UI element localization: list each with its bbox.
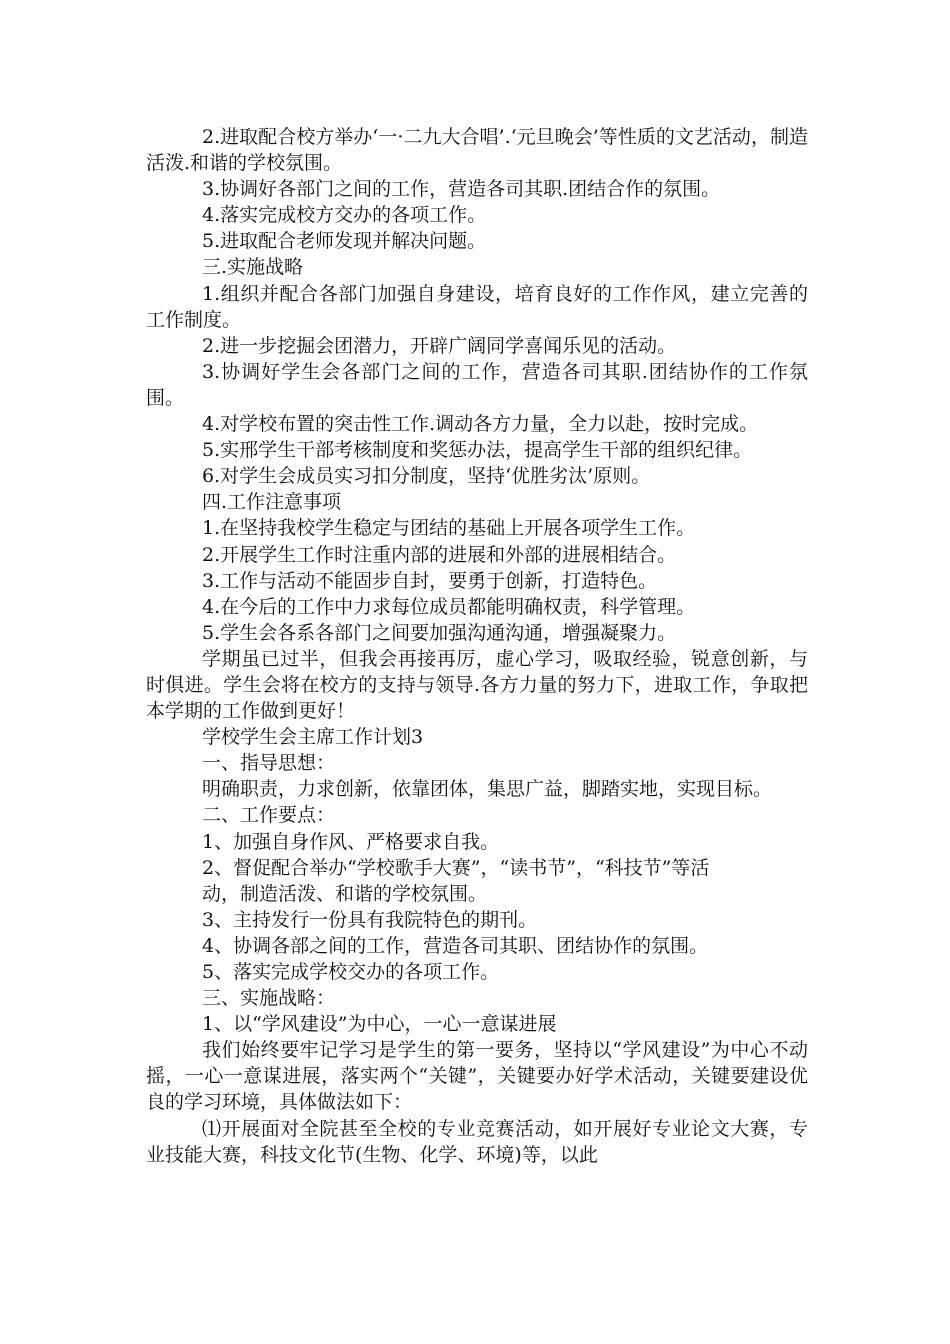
section-heading: 三.实施战略 bbox=[202, 256, 304, 279]
paragraph: 3.协调好各部门之间的工作，营造各司其职.团结合作的氛围。 bbox=[202, 178, 721, 201]
paragraph: 动，制造活泼、和谐的学校氛围。 bbox=[202, 882, 488, 905]
section-heading: 四.工作注意事项 bbox=[202, 491, 342, 514]
paragraph: 我们始终要牢记学习是学生的第一要务，坚持以“学风建设”为中心不动摇，一心一意谋进展，落实两个“关键”，关键要办好学术活动，关键要建设优良的学习环境，具体做法如下： bbox=[146, 1039, 808, 1114]
paragraph: 4.对学校布置的突击性工作.调动各方力量，全力以赴，按时完成。 bbox=[202, 413, 759, 436]
paragraph: 3、主持发行一份具有我院特色的期刊。 bbox=[202, 908, 538, 931]
paragraph: ⑴开展面对全院甚至全校的专业竞赛活动，如开展好专业论文大赛，专业技能大赛，科技文化节(生物、化学、环境)等，以此 bbox=[146, 1117, 808, 1166]
paragraph: 2.进一步挖掘会团潜力，开辟广阔同学喜闻乐见的活动。 bbox=[202, 334, 677, 357]
paragraph: 1.组织并配合各部门加强自身建设，培育良好的工作作风，建立完善的工作制度。 bbox=[146, 282, 808, 331]
section-heading: 二、工作要点： bbox=[202, 804, 336, 827]
paragraph: 6.对学生会成员实习扣分制度，坚持‘优胜劣汰’原则。 bbox=[202, 465, 651, 488]
document-title: 学校学生会主席工作计划3 bbox=[202, 726, 424, 749]
paragraph: 1、加强自身作风、严格要求自我。 bbox=[202, 830, 500, 853]
paragraph: 3.工作与活动不能固步自封，要勇于创新，打造特色。 bbox=[202, 569, 658, 592]
section-heading: 一、指导思想： bbox=[202, 752, 336, 775]
document-body bbox=[146, 124, 808, 1168]
paragraph: 1.在坚持我校学生稳定与团结的基础上开展各项学生工作。 bbox=[202, 517, 696, 540]
paragraph: 学期虽已过半，但我会再接再厉，虚心学习，吸取经验，锐意创新，与时俱进。学生会将在校方的支持与领导.各方力量的努力下，进取工作，争取把本学期的工作做到更好！ bbox=[146, 647, 808, 723]
paragraph: 5.进取配合老师发现并解决问题。 bbox=[202, 230, 487, 253]
paragraph: 4.落实完成校方交办的各项工作。 bbox=[202, 204, 487, 227]
section-heading: 三、实施战略： bbox=[202, 987, 336, 1010]
paragraph: 2.开展学生工作时注重内部的进展和外部的进展相结合。 bbox=[202, 543, 677, 566]
paragraph: 2、督促配合举办“学校歌手大赛”，“读书节”，“科技节”等活 bbox=[202, 856, 710, 879]
paragraph: 4、协调各部之间的工作，营造各司其职、团结协作的氛围。 bbox=[202, 934, 709, 957]
paragraph: 2.进取配合校方举办‘一·二九大合唱’.‘元旦晚会’等性质的文艺活动，制造活泼.和谐的学校氛围。 bbox=[146, 126, 808, 175]
paragraph: 5.学生会各系各部门之间要加强沟通沟通，增强凝聚力。 bbox=[202, 621, 677, 644]
paragraph: 3.协调好学生会各部门之间的工作，营造各司其职.团结协作的工作氛围。 bbox=[146, 360, 808, 409]
paragraph: 明确职责，力求创新，依靠团体，集思广益，脚踏实地，实现目标。 bbox=[202, 778, 773, 801]
paragraph: 1、以“学风建设”为中心，一心一意谋进展 bbox=[202, 1013, 557, 1036]
paragraph: 4.在今后的工作中力求每位成员都能明确权责，科学管理。 bbox=[202, 595, 696, 618]
paragraph: 5、落实完成学校交办的各项工作。 bbox=[202, 961, 500, 983]
paragraph: 5.实邢学生干部考核制度和奖惩办法，提高学生干部的组织纪律。 bbox=[202, 439, 753, 462]
